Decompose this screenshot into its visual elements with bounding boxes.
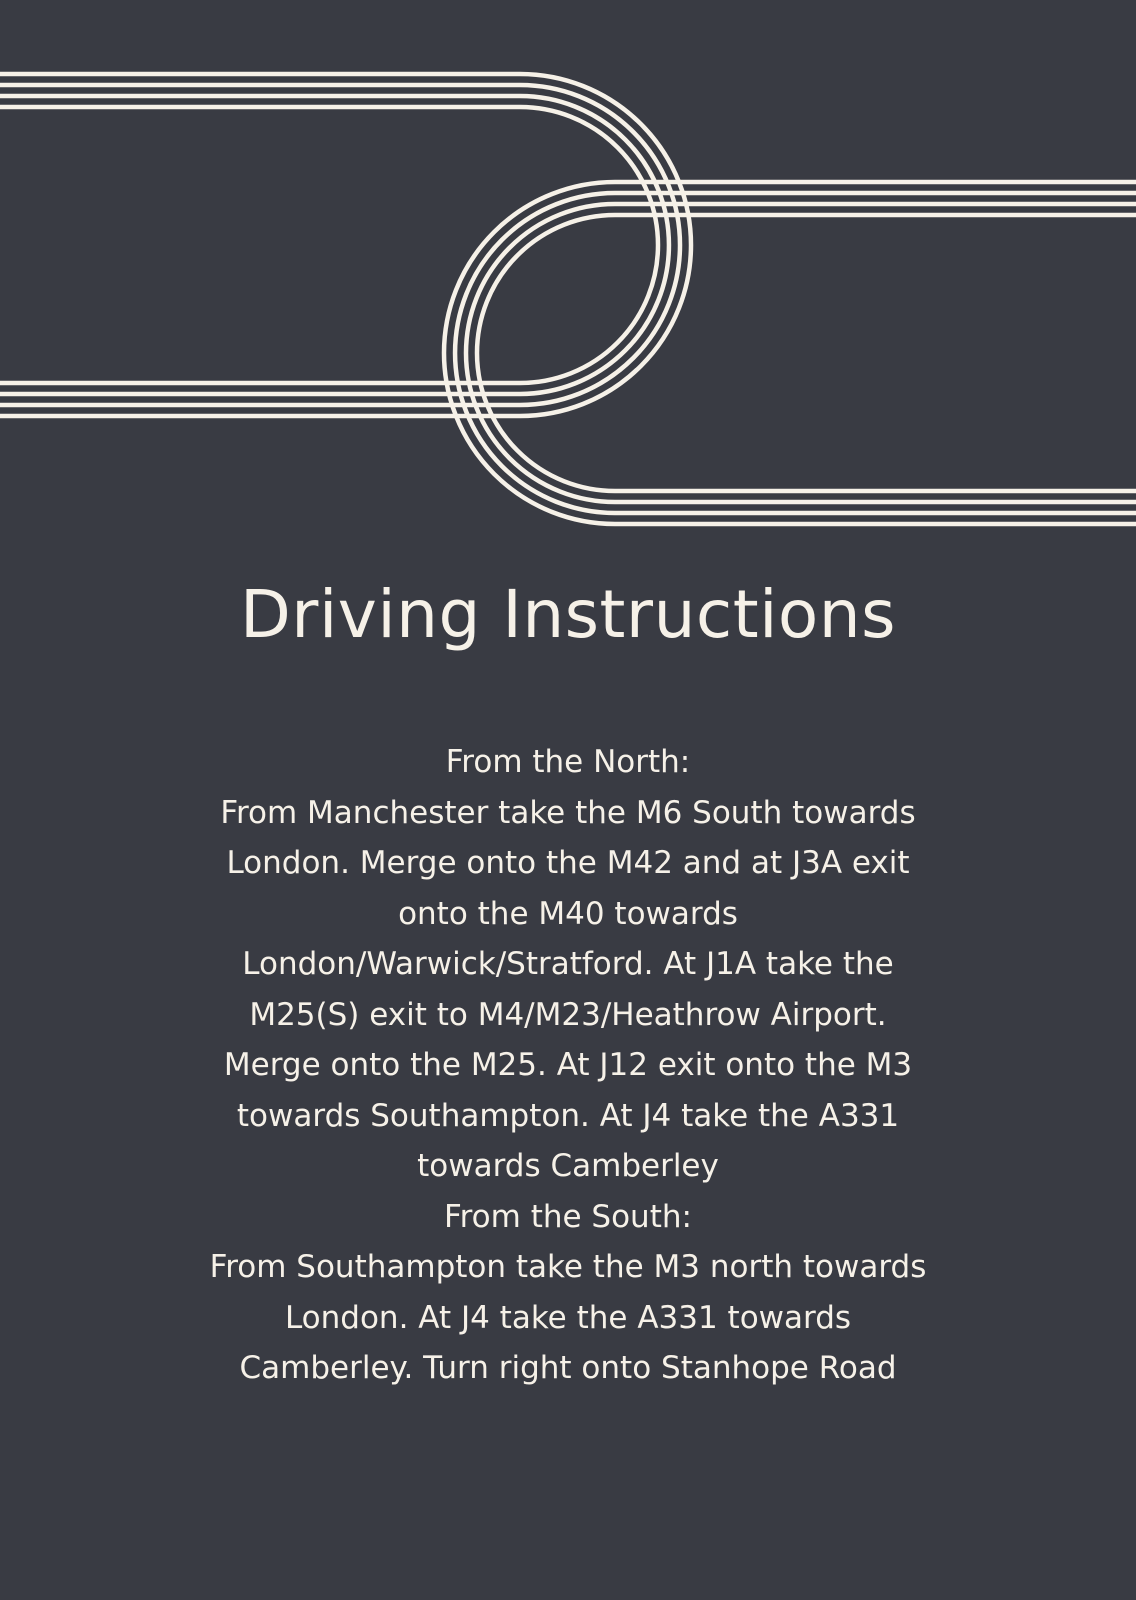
south-heading: From the South: bbox=[444, 1198, 692, 1235]
road-loop-graphic bbox=[0, 0, 1136, 560]
north-directions: From Manchester take the M6 South towards London. Merge onto the M42 and at J3A exit onto the M40 towards London/Warwick/Stratford. At J1A take the M25(S) exit to M4/M23/Heathrow Airport. Merge onto the M25. At J12 exit onto the M3 towards Southampton. At J4 take the A331 towards Camberley bbox=[220, 794, 916, 1184]
instructions-body bbox=[200, 737, 936, 1394]
south-directions: From Southampton take the M3 north towards London. At J4 take the A331 towards Camberley. Turn right onto Stanhope Road bbox=[209, 1249, 927, 1386]
north-heading: From the North: bbox=[445, 744, 691, 780]
lower-road-lanes bbox=[444, 182, 1136, 524]
page-title: Driving Instructions bbox=[239, 576, 896, 653]
upper-road-lanes bbox=[0, 74, 691, 416]
